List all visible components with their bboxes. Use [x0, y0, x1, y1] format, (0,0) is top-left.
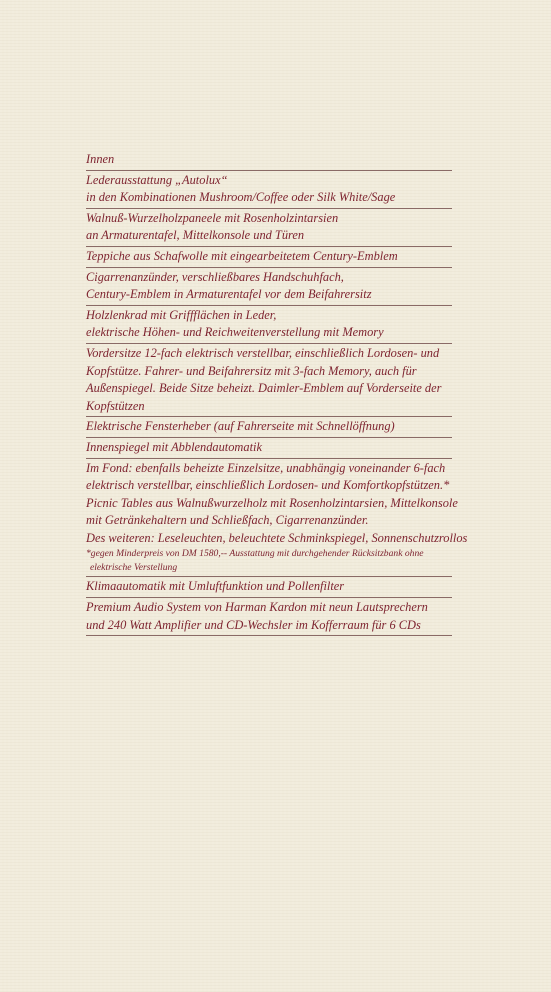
item-line: an Armaturentafel, Mittelkonsole und Türen — [86, 228, 305, 243]
section-heading — [86, 151, 452, 171]
item-line: Vordersitze 12-fach elektrisch verstellbar, einschließlich Lordosen- und — [86, 345, 440, 360]
item-line: Klimaautomatik mit Umluftfunktion und Pollenfilter — [86, 579, 345, 594]
item-line: Lederausstattung „Autolux“ — [86, 172, 228, 187]
item-line: Außenspiegel. Beide Sitze beheizt. Daimler-Emblem auf Vorderseite der — [86, 381, 442, 396]
item-line: elektrisch verstellbar, einschließlich Lordosen- und Komfortkopfstützen.* — [86, 478, 450, 493]
section-heading-text: Innen — [86, 152, 115, 166]
list-item-windows — [86, 417, 452, 438]
item-line: Teppiche aus Schafwolle mit eingearbeitetem Century-Emblem — [86, 248, 398, 263]
item-line: Kopfstützen — [86, 398, 145, 413]
item-line: Kopfstütze. Fahrer- und Beifahrersitz mit 3-fach Memory, auch für — [86, 363, 417, 378]
item-line: Picnic Tables aus Walnußwurzelholz mit Rosenholzintarsien, Mittelkonsole — [86, 495, 458, 510]
item-line: Im Fond: ebenfalls beheizte Einzelsitze, unabhängig voneinander 6-fach — [86, 460, 446, 475]
item-line: Elektrische Fensterheber (auf Fahrerseite mit Schnellöffnung) — [86, 419, 395, 434]
item-line: Premium Audio System von Harman Kardon mit neun Lautsprechern — [86, 600, 428, 615]
list-item-mirror — [86, 438, 452, 459]
item-line: Holzlenkrad mit Griffflächen in Leder, — [86, 307, 277, 322]
list-item-climate — [86, 577, 452, 598]
item-line: Walnuß-Wurzelholzpaneele mit Rosenholzintarsien — [86, 210, 339, 225]
item-line: Des weiteren: Leseleuchten, beleuchtete Schminkspiegel, Sonnenschutzrollos — [86, 530, 468, 545]
item-line: in den Kombinationen Mushroom/Coffee oder Silk White/Sage — [86, 190, 396, 205]
list-item-wood-panels — [86, 209, 452, 247]
footnote-line: *gegen Minderpreis von DM 1580,-- Ausstattung mit durchgehender Rücksitzbank ohne — [86, 548, 424, 560]
list-item-steering-wheel — [86, 306, 452, 344]
list-item-leather — [86, 171, 452, 209]
interior-equipment-list — [86, 151, 468, 636]
item-line: mit Getränkehaltern und Schließfach, Cigarrenanzünder. — [86, 513, 369, 528]
item-line: Innenspiegel mit Abblendautomatik — [86, 439, 262, 454]
list-item-lighter — [86, 268, 452, 306]
list-item-carpets — [86, 247, 452, 268]
item-line: elektrische Höhen- und Reichweitenverstellung mit Memory — [86, 325, 384, 340]
item-line: Cigarrenanzünder, verschließbares Handschuhfach, — [86, 269, 344, 284]
item-line: und 240 Watt Amplifier und CD-Wechsler im Kofferraum für 6 CDs — [86, 617, 421, 632]
footnote-line: elektrische Verstellung — [90, 562, 178, 574]
list-item-rear-seats — [86, 459, 468, 578]
list-item-audio — [86, 598, 452, 636]
list-item-front-seats — [86, 344, 452, 417]
item-line: Century-Emblem in Armaturentafel vor dem Beifahrersitz — [86, 287, 372, 302]
